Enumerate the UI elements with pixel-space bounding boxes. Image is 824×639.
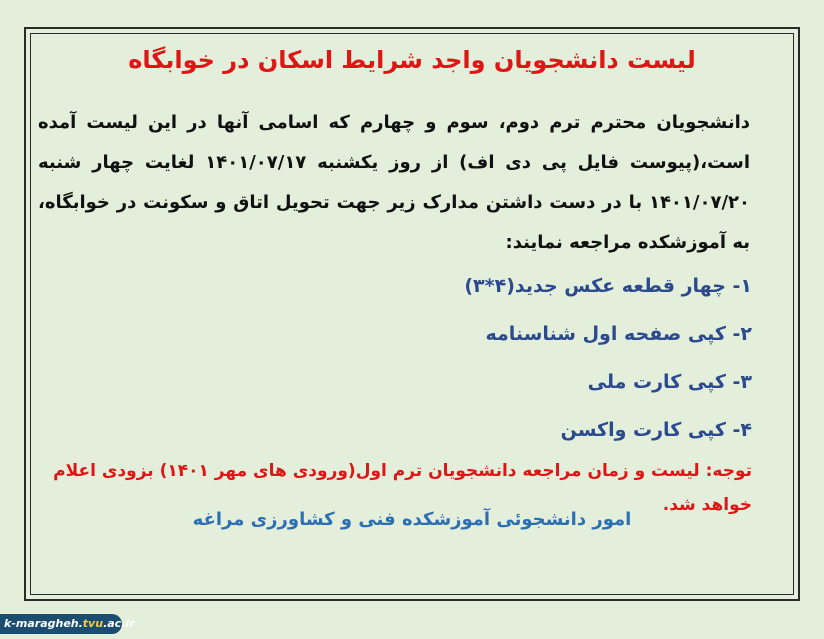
requirements-list [464, 262, 752, 454]
requirement-item: ۴- کپی کارت واکسن [560, 419, 752, 441]
watermark-prefix: k-maragheh. [4, 617, 83, 630]
announcement-title: لیست دانشجویان واجد شرایط اسکان در خوابگاه [128, 46, 696, 74]
watermark-accent: tvu [82, 617, 104, 630]
watermark-suffix: .ac.ir [103, 617, 135, 630]
requirement-item: ۲- کپی صفحه اول شناسنامه [485, 323, 752, 345]
notice-text: توجه: لیست و زمان مراجعه دانشجویان ترم اول(ورودی های مهر ۱۴۰۱) بزودی اعلام خواهد شد. [53, 461, 752, 515]
requirement-item: ۳- کپی کارت ملی [587, 371, 752, 393]
requirement-item: ۱- چهار قطعه عکس جدید(۴*۳) [464, 275, 752, 297]
signature-text: امور دانشجوئی آموزشکده فنی و کشاورزی مراغه [192, 509, 632, 530]
announcement-intro: دانشجویان محترم ترم دوم، سوم و چهارم که اسامی آنها در این لیست آمده است،(پیوست فایل پی دی اف) از روز یکشنبه ۱۴۰۱/۰۷/۱۷ لغایت چهار شنبه ۱۴۰۱/۰۷/۲۰ با در دست داشتن مدارک زیر جهت تحویل اتاق و سکونت در خوابگاه، به آموزشکده مراجعه نمایند: [38, 112, 750, 253]
site-watermark[interactable] [0, 614, 135, 634]
